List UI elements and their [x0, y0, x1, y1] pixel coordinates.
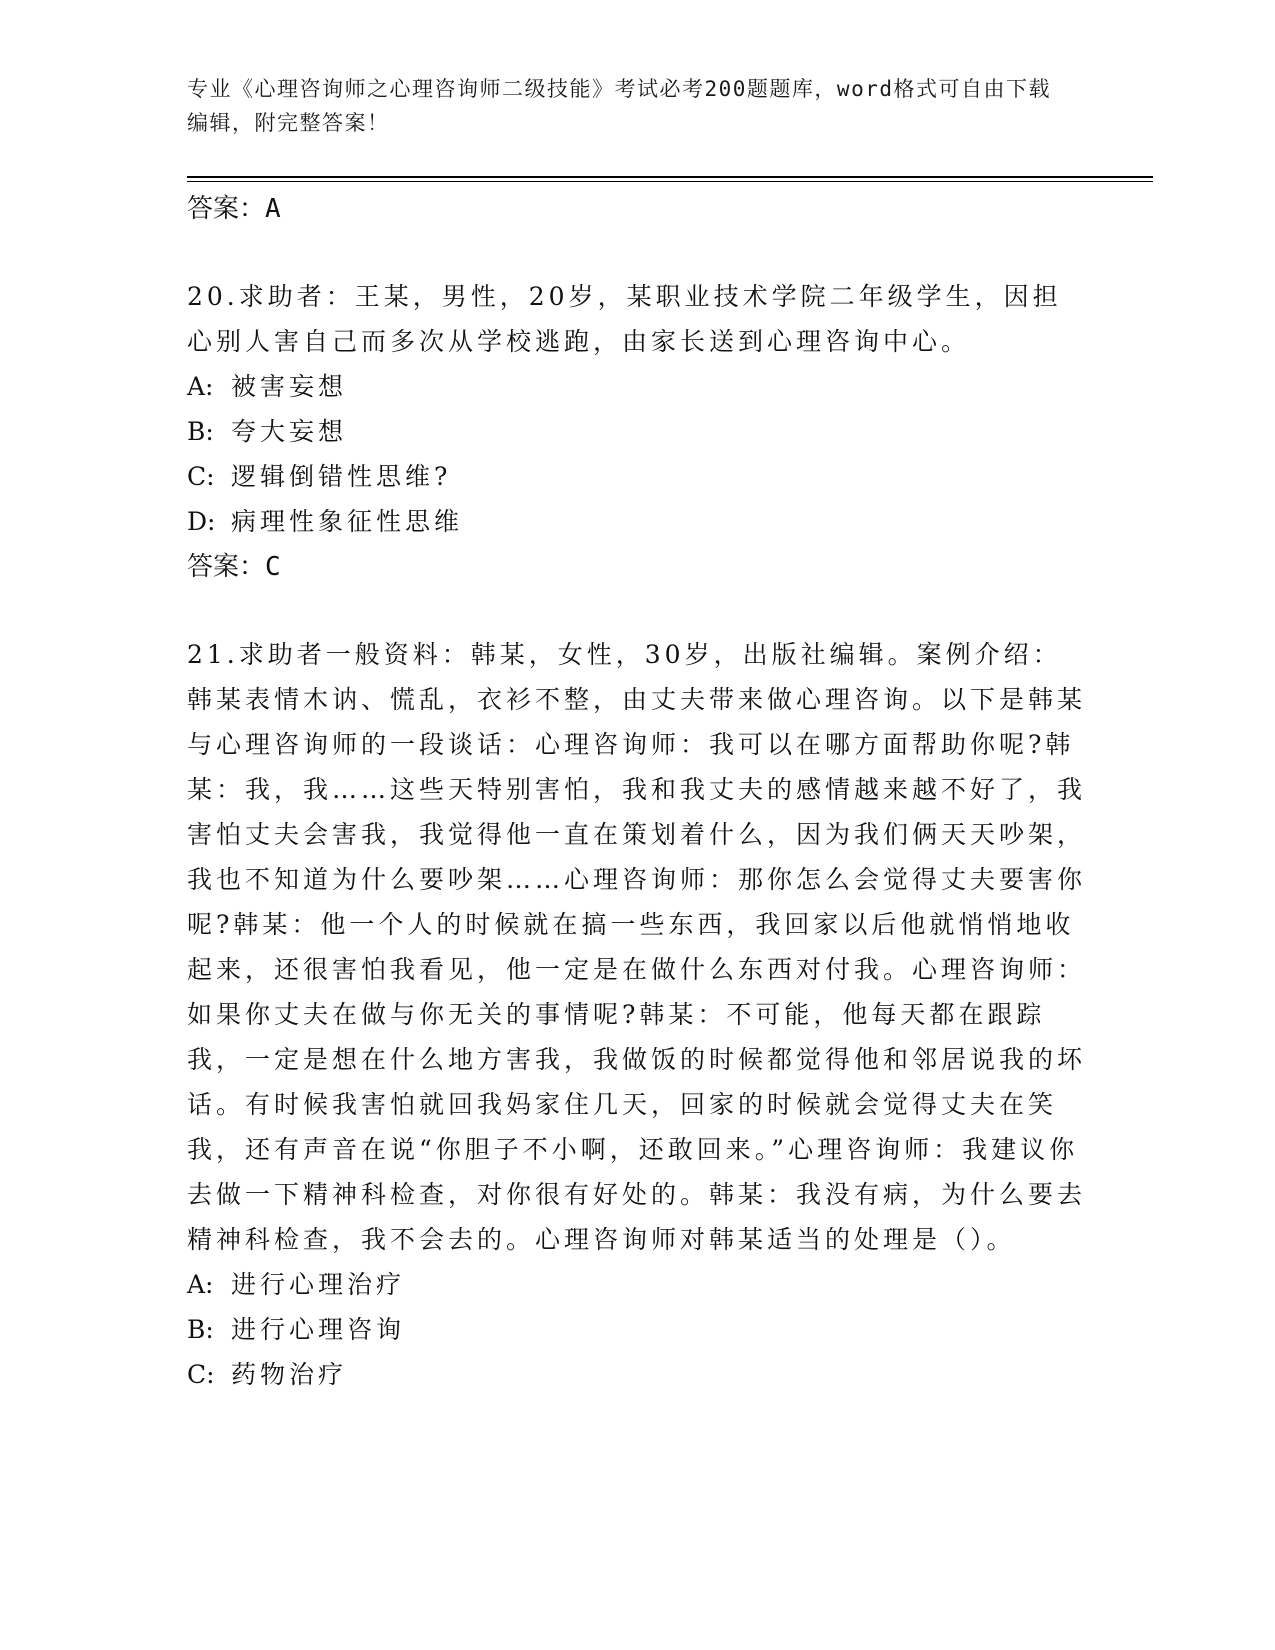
question-21-option-a [187, 1262, 1087, 1307]
document-body [187, 186, 1087, 1397]
question-20-option-a [187, 364, 1087, 409]
option-text: 进行心理治疗 [231, 1270, 406, 1299]
question-20-option-c [187, 454, 1087, 499]
question-21-option-c [187, 1352, 1087, 1397]
option-key: B: [187, 417, 214, 446]
spacer [187, 232, 1087, 274]
question-21-option-b [187, 1307, 1087, 1352]
question-20-option-b [187, 409, 1087, 454]
option-text: 进行心理咨询 [231, 1315, 406, 1344]
option-key: D: [187, 507, 216, 536]
option-text: 药物治疗 [231, 1360, 348, 1389]
previous-answer: 答案：A [187, 194, 281, 224]
option-key: B: [187, 1315, 214, 1344]
question-21 [187, 632, 1087, 1397]
header-divider-thick [187, 176, 1153, 178]
option-key: A: [187, 372, 214, 401]
question-20-option-d [187, 499, 1087, 544]
question-20-answer: 答案：C [187, 552, 281, 582]
question-20-text: 20.求助者：王某，男性，20岁，某职业技术学院二年级学生，因担心别人害自己而多次从学校逃跑，由家长送到心理咨询中心。 [187, 282, 1062, 356]
option-text: 逻辑倒错性思维? [231, 462, 452, 491]
question-21-text: 21.求助者一般资料：韩某，女性，30岁，出版社编辑。案例介绍：韩某表情木讷、慌乱，衣衫不整，由丈夫带来做心理咨询。以下是韩某与心理咨询师的一段谈话：心理咨询师：我可以在哪方面帮助你呢?韩某：我，我……这些天特别害怕，我和我丈夫的感情越来越不好了，我害怕丈夫会害我，我觉得他一直在策划着什么，因为我们俩天天吵架，我也不知道为什么要吵架……心理咨询师：那你怎么会觉得丈夫要害你呢?韩某：他一个人的时候就在搞一些东西，我回家以后他就悄悄地收起来，还很害怕我看见，他一定是在做什么东西对付我。心理咨询师：如果你丈夫在做与你无关的事情呢?韩某：不可能，他每天都在跟踪我，一定是想在什么地方害我，我做饭的时候都觉得他和邻居说我的坏话。有时候我害怕就回我妈家住几天，回家的时候就会觉得丈夫在笑我，还有声音在说“你胆子不小啊，还敢回来。”心理咨询师：我建议你去做一下精神科检查，对你很有好处的。韩某：我没有病，为什么要去精神科检查，我不会去的。心理咨询师对韩某适当的处理是（）。 [187, 640, 1087, 1254]
option-text: 夸大妄想 [231, 417, 348, 446]
option-key: A: [187, 1270, 214, 1299]
option-key: C: [187, 462, 215, 491]
page-header: 专业《心理咨询师之心理咨询师二级技能》考试必考200题题库，word格式可自由下载编辑，附完整答案！ [187, 77, 1051, 135]
question-20 [187, 274, 1087, 590]
header-divider-thin [187, 181, 1153, 182]
spacer [187, 590, 1087, 632]
option-key: C: [187, 1360, 215, 1389]
option-text: 被害妄想 [231, 372, 348, 401]
option-text: 病理性象征性思维 [231, 507, 464, 536]
